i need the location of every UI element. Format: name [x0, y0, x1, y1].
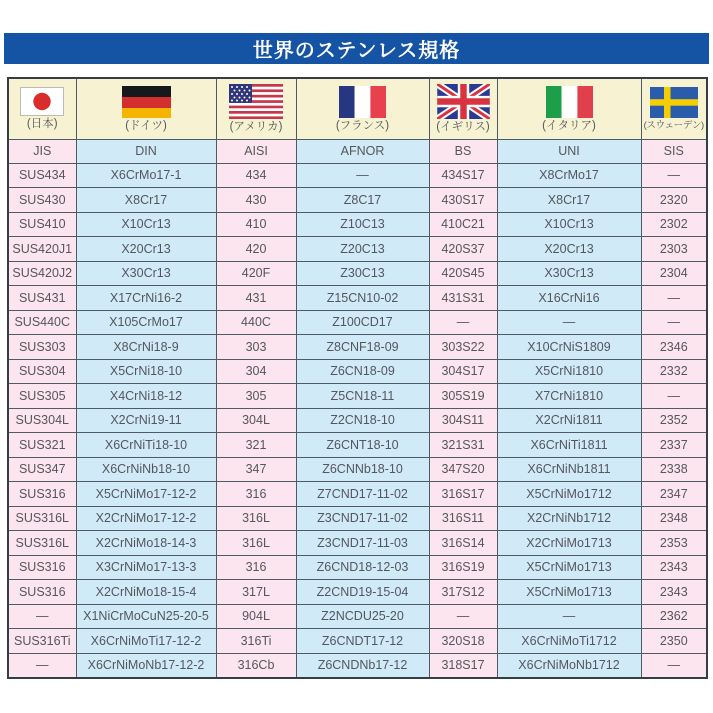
grade-cell: — [641, 286, 707, 311]
grade-cell: 2337 [641, 433, 707, 458]
flag-header-cell-france [296, 78, 429, 139]
table-row [8, 163, 707, 188]
grade-cell: Z3CND17-11-02 [296, 506, 429, 531]
page-title: 世界のステンレス規格 [4, 33, 709, 64]
grade-cell: — [429, 310, 497, 335]
table-row [8, 237, 707, 262]
grade-cell: 316S19 [429, 555, 497, 580]
grade-cell: 420F [216, 261, 296, 286]
stainless-standards-table [7, 77, 708, 679]
grade-cell: X2CrNiMo18-15-4 [76, 580, 216, 605]
usa-flag-icon [229, 84, 283, 119]
grade-cell: X2CrNi1811 [497, 408, 641, 433]
sweden-flag-icon [650, 87, 698, 118]
grade-cell: SUS434 [8, 163, 76, 188]
grade-cell: SUS420J2 [8, 261, 76, 286]
grade-cell: X6CrNiMoNb1712 [497, 653, 641, 678]
grade-cell: 431S31 [429, 286, 497, 311]
grade-cell: 304L [216, 408, 296, 433]
table-row [8, 506, 707, 531]
grade-cell: 304S11 [429, 408, 497, 433]
country-label: (ドイツ) [125, 119, 167, 132]
grade-cell: 316S17 [429, 482, 497, 507]
grade-cell: SUS321 [8, 433, 76, 458]
grade-cell: X17CrNi16-2 [76, 286, 216, 311]
grade-cell: SUS431 [8, 286, 76, 311]
grade-cell: SUS316 [8, 482, 76, 507]
grade-cell: 434S17 [429, 163, 497, 188]
flag-header-cell-sweden [641, 78, 707, 139]
grade-cell: 430S17 [429, 188, 497, 213]
grade-cell: X5CrNiMo1713 [497, 555, 641, 580]
grade-cell: Z6CNT18-10 [296, 433, 429, 458]
grade-cell: Z6CND18-12-03 [296, 555, 429, 580]
grade-cell: 321S31 [429, 433, 497, 458]
italy-flag-icon [546, 86, 593, 118]
grade-cell: X6CrNiNb18-10 [76, 457, 216, 482]
grade-cell: Z6CNDNb17-12 [296, 653, 429, 678]
grade-cell: 317S12 [429, 580, 497, 605]
grade-cell: Z3CND17-11-03 [296, 531, 429, 556]
grade-cell: 2353 [641, 531, 707, 556]
grade-cell: Z100CD17 [296, 310, 429, 335]
grade-cell: SUS420J1 [8, 237, 76, 262]
grade-cell: 434 [216, 163, 296, 188]
grade-cell: 2346 [641, 335, 707, 360]
grade-cell: X20Cr13 [497, 237, 641, 262]
country-label: (日本) [26, 118, 58, 130]
grade-cell: 2343 [641, 580, 707, 605]
grade-cell: Z2CND19-15-04 [296, 580, 429, 605]
table-row [8, 261, 707, 286]
grade-cell: Z2CN18-10 [296, 408, 429, 433]
grade-cell: 318S17 [429, 653, 497, 678]
grade-cell: 2343 [641, 555, 707, 580]
grade-cell: X6CrNiTi1811 [497, 433, 641, 458]
grade-cell: Z7CND17-11-02 [296, 482, 429, 507]
grade-cell: X6CrMo17-1 [76, 163, 216, 188]
grade-cell: X2CrNiMo1713 [497, 531, 641, 556]
grade-cell: Z15CN10-02 [296, 286, 429, 311]
grade-cell: 431 [216, 286, 296, 311]
grade-cell: X5CrNiMo17-12-2 [76, 482, 216, 507]
grade-cell: Z8CNF18-09 [296, 335, 429, 360]
grade-cell: 316Cb [216, 653, 296, 678]
grade-cell: — [641, 384, 707, 409]
grade-cell: SUS347 [8, 457, 76, 482]
grade-cell: 2350 [641, 629, 707, 654]
france-flag-icon [339, 86, 386, 118]
grade-cell: X20Cr13 [76, 237, 216, 262]
grade-cell: 347 [216, 457, 296, 482]
table-row [8, 457, 707, 482]
grade-cell: SUS303 [8, 335, 76, 360]
grade-cell: SUS316L [8, 531, 76, 556]
grade-cell: SUS304 [8, 359, 76, 384]
grade-cell: 420 [216, 237, 296, 262]
grade-cell: X2CrNiMo18-14-3 [76, 531, 216, 556]
grade-cell: SUS316 [8, 580, 76, 605]
grade-cell: Z6CNDT17-12 [296, 629, 429, 654]
grade-cell: X10CrNiS1809 [497, 335, 641, 360]
grade-cell: 303S22 [429, 335, 497, 360]
standard-header-aisi: AISI [216, 139, 296, 163]
grade-cell: 2347 [641, 482, 707, 507]
flag-header-cell-germany [76, 78, 216, 139]
country-label: (スウェーデン) [643, 120, 704, 131]
table-row [8, 310, 707, 335]
grade-cell: 305S19 [429, 384, 497, 409]
grade-cell: SUS305 [8, 384, 76, 409]
grade-cell: 430 [216, 188, 296, 213]
flag-header-cell-italy [497, 78, 641, 139]
grade-cell: — [641, 163, 707, 188]
table-row [8, 408, 707, 433]
standard-header-din: DIN [76, 139, 216, 163]
table-row [8, 629, 707, 654]
standard-header-jis: JIS [8, 139, 76, 163]
grade-cell: X16CrNi16 [497, 286, 641, 311]
grade-cell: Z30C13 [296, 261, 429, 286]
flag-header-cell-japan [8, 78, 76, 139]
table-row [8, 359, 707, 384]
table-row [8, 384, 707, 409]
standard-header-afnor: AFNOR [296, 139, 429, 163]
grade-cell: Z20C13 [296, 237, 429, 262]
grade-cell: 2332 [641, 359, 707, 384]
table-row [8, 482, 707, 507]
grade-cell: 2303 [641, 237, 707, 262]
grade-cell: — [641, 310, 707, 335]
grade-cell: 440C [216, 310, 296, 335]
grade-cell: 420S45 [429, 261, 497, 286]
grade-cell: X2CrNiNb1712 [497, 506, 641, 531]
grade-cell: 347S20 [429, 457, 497, 482]
grade-cell: X105CrMo17 [76, 310, 216, 335]
grade-cell: — [429, 604, 497, 629]
standard-header-sis: SIS [641, 139, 707, 163]
table-row [8, 531, 707, 556]
grade-cell: X8Cr17 [76, 188, 216, 213]
grade-cell: X1NiCrMoCuN25-20-5 [76, 604, 216, 629]
grade-cell: Z8C17 [296, 188, 429, 213]
grade-cell: 316S14 [429, 531, 497, 556]
table-row [8, 433, 707, 458]
grade-cell: 410C21 [429, 212, 497, 237]
table-row [8, 580, 707, 605]
grade-cell: 2320 [641, 188, 707, 213]
grade-cell: X6CrNiMoTi1712 [497, 629, 641, 654]
table-row [8, 286, 707, 311]
grade-cell: — [8, 604, 76, 629]
grade-cell: 2348 [641, 506, 707, 531]
grade-cell: 2352 [641, 408, 707, 433]
standards-header-row [8, 139, 707, 163]
table-row [8, 335, 707, 360]
grade-cell: X6CrNiMoNb17-12-2 [76, 653, 216, 678]
grade-cell: 316 [216, 555, 296, 580]
country-label: (イギリス) [436, 121, 490, 133]
grade-cell: X6CrNiTi18-10 [76, 433, 216, 458]
country-label: (アメリカ) [229, 121, 283, 133]
table-row [8, 653, 707, 678]
grade-cell: 321 [216, 433, 296, 458]
standard-header-bs: BS [429, 139, 497, 163]
grade-cell: 420S37 [429, 237, 497, 262]
grade-cell: 303 [216, 335, 296, 360]
grade-cell: X8Cr17 [497, 188, 641, 213]
grade-cell: X8CrNi18-9 [76, 335, 216, 360]
grade-cell: 320S18 [429, 629, 497, 654]
grade-cell: 316 [216, 482, 296, 507]
grade-cell: 305 [216, 384, 296, 409]
grade-cell: X10Cr13 [76, 212, 216, 237]
grade-cell: 304 [216, 359, 296, 384]
grade-cell: 904L [216, 604, 296, 629]
grade-cell: X30Cr13 [497, 261, 641, 286]
grade-cell: X2CrNi19-11 [76, 408, 216, 433]
grade-cell: Z2NCDU25-20 [296, 604, 429, 629]
grade-cell: — [497, 310, 641, 335]
grade-cell: 2302 [641, 212, 707, 237]
table-row [8, 188, 707, 213]
table-row [8, 604, 707, 629]
flag-header-cell-uk [429, 78, 497, 139]
grade-cell: X5CrNi1810 [497, 359, 641, 384]
grade-cell: X6CrNiMoTi17-12-2 [76, 629, 216, 654]
grade-cell: SUS316Ti [8, 629, 76, 654]
flag-header-row [8, 78, 707, 139]
grade-cell: 2338 [641, 457, 707, 482]
grade-cell: SUS430 [8, 188, 76, 213]
table-row [8, 555, 707, 580]
grade-cell: — [8, 653, 76, 678]
grade-cell: Z10C13 [296, 212, 429, 237]
grade-cell: SUS316L [8, 506, 76, 531]
grade-cell: X30Cr13 [76, 261, 216, 286]
grade-cell: X5CrNi18-10 [76, 359, 216, 384]
uk-flag-icon [437, 84, 490, 119]
grade-cell: X10Cr13 [497, 212, 641, 237]
table-row [8, 212, 707, 237]
grade-cell: Z5CN18-11 [296, 384, 429, 409]
grade-cell: X7CrNi1810 [497, 384, 641, 409]
grade-cell: X8CrMo17 [497, 163, 641, 188]
grade-cell: 316L [216, 506, 296, 531]
grade-cell: 2304 [641, 261, 707, 286]
grade-cell: 316S11 [429, 506, 497, 531]
grade-cell: X2CrNiMo17-12-2 [76, 506, 216, 531]
grade-cell: SUS316 [8, 555, 76, 580]
grade-cell: X3CrNiMo17-13-3 [76, 555, 216, 580]
grade-cell: SUS440C [8, 310, 76, 335]
grade-cell: X5CrNiMo1713 [497, 580, 641, 605]
country-label: (イタリア) [542, 119, 596, 132]
grade-cell: 2362 [641, 604, 707, 629]
grade-cell: — [497, 604, 641, 629]
grade-cell: 316Ti [216, 629, 296, 654]
grade-cell: X6CrNiNb1811 [497, 457, 641, 482]
standard-header-uni: UNI [497, 139, 641, 163]
germany-flag-icon [122, 86, 171, 118]
grade-cell: Z6CNNb18-10 [296, 457, 429, 482]
grade-cell: SUS410 [8, 212, 76, 237]
grade-cell: SUS304L [8, 408, 76, 433]
flag-header-cell-usa [216, 78, 296, 139]
grade-cell: — [296, 163, 429, 188]
japan-flag-icon [20, 87, 64, 116]
grade-cell: 410 [216, 212, 296, 237]
grade-cell: 316L [216, 531, 296, 556]
grade-cell: 304S17 [429, 359, 497, 384]
grade-cell: 317L [216, 580, 296, 605]
grade-cell: — [641, 653, 707, 678]
grade-cell: X5CrNiMo1712 [497, 482, 641, 507]
grade-cell: Z6CN18-09 [296, 359, 429, 384]
grade-cell: X4CrNi18-12 [76, 384, 216, 409]
country-label: (フランス) [335, 119, 390, 132]
